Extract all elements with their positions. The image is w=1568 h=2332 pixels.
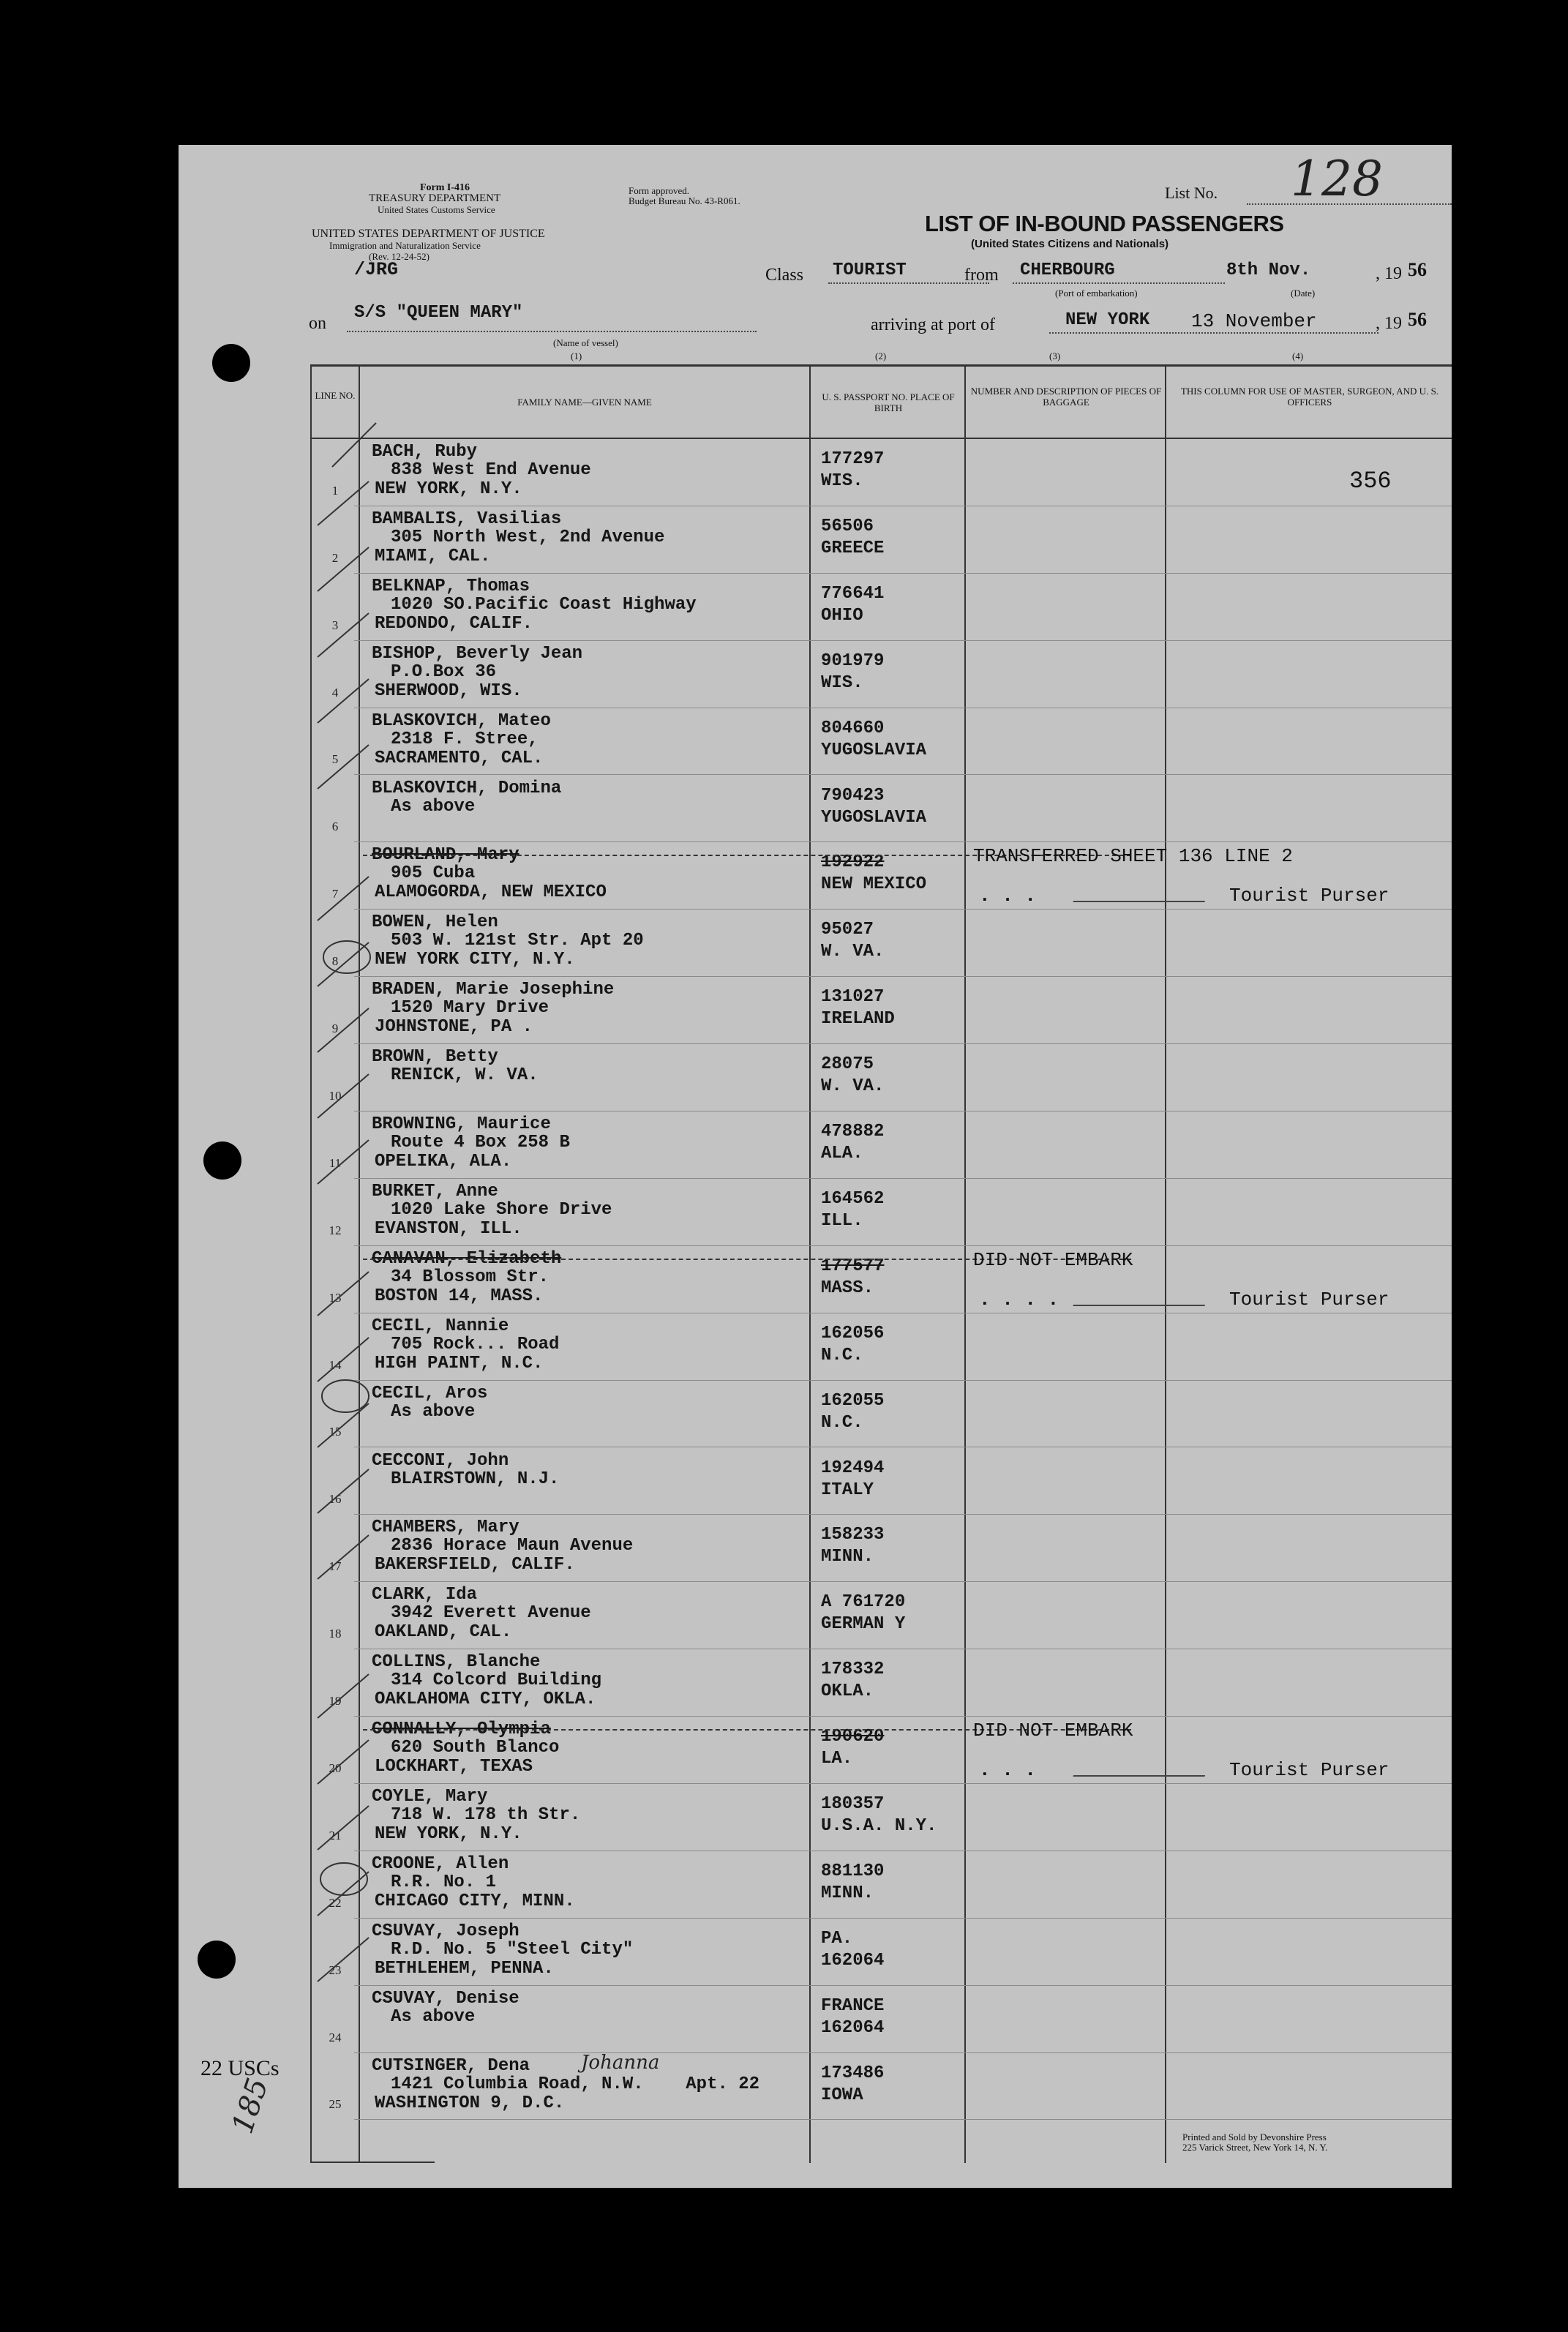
passenger-address: As above xyxy=(391,1401,476,1422)
passenger-city: LOCKHART, TEXAS xyxy=(375,1757,533,1777)
line-number: 9 xyxy=(331,1021,339,1036)
passenger-address: As above xyxy=(391,796,476,817)
line-number: 5 xyxy=(331,752,339,767)
list-no-label: List No. xyxy=(1165,184,1218,202)
passenger-city: SACRAMENTO, CAL. xyxy=(375,748,544,768)
purser-signature xyxy=(1073,1746,1215,1777)
clerk-initials: /JRG xyxy=(354,259,399,280)
passenger-address: RENICK, W. VA. xyxy=(391,1065,539,1086)
place-of-birth: NEW MEXICO xyxy=(821,874,927,895)
passenger-address: R.D. No. 5 "Steel City" xyxy=(391,1939,634,1960)
treasury-dept: TREASURY DEPARTMENT xyxy=(369,192,501,204)
passenger-address: 718 W. 178 th Str. xyxy=(391,1805,581,1825)
on-label: on xyxy=(309,314,326,333)
passport-number: 190620 xyxy=(821,1727,885,1747)
vessel-caption: (Name of vessel) xyxy=(553,337,618,348)
place-of-birth: U.S.A. N.Y. xyxy=(821,1816,937,1836)
passenger-name: BELKNAP, Thomas xyxy=(372,576,530,596)
passenger-name: CROONE, Allen xyxy=(372,1853,509,1874)
place-of-birth: W. VA. xyxy=(821,1076,885,1097)
passenger-name: BISHOP, Beverly Jean xyxy=(372,643,583,664)
passport-number: 177577 xyxy=(821,1256,885,1276)
passenger-address: BLAIRSTOWN, N.J. xyxy=(391,1469,560,1489)
passenger-name: CONNALLY, Olympia xyxy=(372,1720,551,1740)
passport-number: 192922 xyxy=(821,852,885,873)
passenger-name: CHAMBERS, Mary xyxy=(372,1518,519,1538)
arrival-line xyxy=(1049,332,1378,334)
passport-number: 173486 xyxy=(821,2063,885,2083)
passenger-address: 2318 F. Stree, xyxy=(391,729,539,749)
from-value: CHERBOURG xyxy=(1020,260,1115,280)
col-num-2: (2) xyxy=(875,350,887,361)
revision-date: (Rev. 12-24-52) xyxy=(369,251,429,262)
passenger-name: BURKET, Anne xyxy=(372,1181,498,1201)
vessel-name: S/S "QUEEN MARY" xyxy=(354,303,523,323)
binder-hole-top xyxy=(212,344,250,382)
purser-signature xyxy=(1073,871,1215,902)
passenger-address: P.O.Box 36 xyxy=(391,661,497,682)
baggage-note: DID NOT EMBARK xyxy=(973,1720,1133,1742)
justice-dept: UNITED STATES DEPARTMENT OF JUSTICE xyxy=(312,228,545,240)
header-officers: THIS COLUMN FOR USE OF MASTER, SURGEON, AND U. S. OFFICERS xyxy=(1180,386,1439,408)
line-number: 21 xyxy=(329,1828,342,1842)
passenger-city: HIGH PAINT, N.C. xyxy=(375,1353,544,1373)
line-number: 16 xyxy=(329,1492,342,1507)
vessel-line xyxy=(347,331,757,332)
passport-number: 162056 xyxy=(821,1323,885,1343)
passenger-city: BOSTON 14, MASS. xyxy=(375,1286,544,1306)
passenger-name: CECIL, Nannie xyxy=(372,1316,509,1336)
passenger-city: NEW YORK, N.Y. xyxy=(375,479,522,499)
passenger-address: 3942 Everett Avenue xyxy=(391,1603,591,1624)
printer-line-2: 225 Varick Street, New York 14, N. Y. xyxy=(1182,2142,1328,2153)
manifest-sheet xyxy=(179,145,1452,2188)
place-of-birth: IOWA xyxy=(821,2085,863,2105)
line-number: 11 xyxy=(329,1155,342,1170)
passport-number: 95027 xyxy=(821,920,874,940)
passenger-name: BOURLAND, Mary xyxy=(372,845,519,866)
passenger-address: 705 Rock... Road xyxy=(391,1334,560,1354)
form-approved: Form approved. xyxy=(629,185,690,196)
line-number: 10 xyxy=(329,1088,342,1103)
passport-number: 164562 xyxy=(821,1188,885,1209)
passport-number: 881130 xyxy=(821,1861,885,1881)
passenger-city: BETHLEHEM, PENNA. xyxy=(375,1958,554,1979)
place-of-birth: YUGOSLAVIA xyxy=(821,740,927,760)
passenger-address: 314 Colcord Building xyxy=(391,1671,602,1691)
place-of-birth: N.C. xyxy=(821,1412,863,1433)
passenger-city: CHICAGO CITY, MINN. xyxy=(375,1891,575,1911)
passport-number: 158233 xyxy=(821,1525,885,1545)
place-of-birth: GERMAN Y xyxy=(821,1614,906,1635)
printer-line-1: Printed and Sold by Devonshire Press xyxy=(1182,2132,1327,2142)
passport-number: 162055 xyxy=(821,1390,885,1411)
place-of-birth: OKLA. xyxy=(821,1681,874,1702)
year-1: 56 xyxy=(1408,259,1427,280)
passenger-city: SHERWOOD, WIS. xyxy=(375,681,522,701)
line-number: 17 xyxy=(329,1559,342,1574)
line-number: 20 xyxy=(329,1761,342,1775)
place-of-birth: MASS. xyxy=(821,1278,874,1298)
passenger-city: OPELIKA, ALA. xyxy=(375,1152,512,1171)
date-caption: (Date) xyxy=(1291,288,1316,299)
passenger-address: R.R. No. 1 xyxy=(391,1872,497,1892)
passenger-address: As above xyxy=(391,2006,476,2027)
passport-number: 131027 xyxy=(821,987,885,1008)
place-of-birth: ITALY xyxy=(821,1480,874,1500)
passenger-name: CECCONI, John xyxy=(372,1450,509,1471)
passenger-city: OAKLAND, CAL. xyxy=(375,1622,512,1643)
passenger-name: BROWN, Betty xyxy=(372,1047,498,1068)
passport-number: 901979 xyxy=(821,651,885,671)
passenger-name: CSUVAY, Denise xyxy=(372,1988,519,2009)
passenger-city: EVANSTON, ILL. xyxy=(375,1218,522,1239)
passenger-city: ALAMOGORDA, NEW MEXICO xyxy=(375,882,607,903)
purser-title: Tourist Purser xyxy=(1229,885,1389,907)
passenger-city: NEW YORK CITY, N.Y. xyxy=(375,950,575,970)
col-num-3: (3) xyxy=(1049,350,1061,361)
line-number: 3 xyxy=(331,618,339,632)
place-of-birth: MINN. xyxy=(821,1883,874,1903)
baggage-note: DID NOT EMBARK xyxy=(973,1248,1133,1271)
place-of-birth: W. VA. xyxy=(821,942,885,962)
passport-number: 804660 xyxy=(821,718,885,738)
year-2: 56 xyxy=(1408,309,1427,330)
line-number: 12 xyxy=(329,1223,342,1237)
passenger-name: CANAVAN, Elizabeth xyxy=(372,1248,562,1269)
row-divider xyxy=(354,2119,1452,2120)
year-prefix-2: , 19 xyxy=(1376,314,1402,333)
date-value: 8th Nov. xyxy=(1226,260,1311,280)
passenger-address: 34 Blossom Str. xyxy=(391,1267,549,1287)
line-number: 24 xyxy=(329,2030,342,2044)
header-line-no: LINE NO. xyxy=(315,390,356,401)
passport-number: FRANCE xyxy=(821,1995,885,2016)
form-subtitle: (United States Citizens and Nationals) xyxy=(971,238,1169,250)
place-of-birth: ALA. xyxy=(821,1144,863,1163)
margin-handwriting: 185 xyxy=(225,2074,275,2138)
line-number: 18 xyxy=(329,1627,342,1641)
passport-number: 192494 xyxy=(821,1458,885,1478)
passport-number: PA. xyxy=(821,1928,853,1949)
passenger-address: 1020 Lake Shore Drive xyxy=(391,1199,612,1220)
passenger-name: BLASKOVICH, Mateo xyxy=(372,711,551,731)
port-embark-caption: (Port of embarkation) xyxy=(1055,288,1138,299)
passport-number: 776641 xyxy=(821,583,885,604)
passenger-name: CLARK, Ida xyxy=(372,1585,478,1605)
passport-number: 56506 xyxy=(821,516,874,536)
passenger-name: CUTSINGER, Dena xyxy=(372,2055,530,2076)
passport-number: 177297 xyxy=(821,449,885,469)
customs-service: United States Customs Service xyxy=(378,204,495,215)
passport-number: 478882 xyxy=(821,1122,885,1141)
from-line xyxy=(1013,282,1225,284)
line-number: 23 xyxy=(329,1962,342,1977)
place-of-birth: WIS. xyxy=(821,471,863,491)
passenger-address: 1020 SO.Pacific Coast Highway xyxy=(391,594,697,615)
passenger-address: Route 4 Box 258 B xyxy=(391,1133,570,1152)
passenger-address: 305 North West, 2nd Avenue xyxy=(391,527,665,547)
place-of-birth: IRELAND xyxy=(821,1009,895,1030)
col-num-4: (4) xyxy=(1292,350,1304,361)
class-label: Class xyxy=(765,266,804,285)
place-of-birth: LA. xyxy=(821,1749,853,1769)
place-of-birth: 162064 xyxy=(821,1950,885,1971)
passenger-city: OAKLAHOMA CITY, OKLA. xyxy=(375,1690,596,1710)
place-of-birth: OHIO xyxy=(821,605,863,626)
passport-number: 790423 xyxy=(821,785,885,806)
ins-line: Immigration and Naturalization Service xyxy=(329,240,481,251)
check-marks xyxy=(288,379,479,2208)
passenger-address: 503 W. 121st Str. Apt 20 xyxy=(391,931,644,951)
from-label: from xyxy=(964,266,999,285)
place-of-birth: MINN. xyxy=(821,1547,874,1567)
passenger-address: 1520 Mary Drive xyxy=(391,998,549,1019)
line-number: 14 xyxy=(329,1357,342,1372)
class-value: TOURIST xyxy=(833,260,907,280)
binder-hole-bottom xyxy=(198,1941,236,1979)
officer-count: 356 xyxy=(1349,468,1392,495)
baggage-note: TRANSFERRED SHEET 136 LINE 2 xyxy=(973,845,1293,868)
header-baggage: NUMBER AND DESCRIPTION OF PIECES OF BAGGAGE xyxy=(970,386,1162,408)
passenger-name: BRADEN, Marie Josephine xyxy=(372,980,615,1000)
col-num-1: (1) xyxy=(571,350,582,361)
line-number: 4 xyxy=(331,685,339,700)
binder-hole-middle xyxy=(203,1141,241,1180)
passenger-name: COYLE, Mary xyxy=(372,1787,488,1807)
line-number: 2 xyxy=(331,550,339,565)
passenger-city: JOHNSTONE, PA . xyxy=(375,1017,533,1038)
arrival-port: NEW YORK xyxy=(1065,310,1150,330)
place-of-birth: 162064 xyxy=(821,2017,885,2038)
passenger-name: BOWEN, Helen xyxy=(372,912,498,933)
passenger-name-correction: Johanna xyxy=(581,2051,660,2074)
passenger-city: REDONDO, CALIF. xyxy=(375,613,533,634)
list-number: 128 xyxy=(1291,151,1383,207)
header-name: FAMILY NAME—GIVEN NAME xyxy=(517,397,652,408)
header-passport: U. S. PASSPORT NO. PLACE OF BIRTH xyxy=(822,391,955,413)
budget-bureau: Budget Bureau No. 43-R061. xyxy=(629,195,740,206)
passenger-address: 905 Cuba xyxy=(391,863,476,884)
margin-note: 22 USCs xyxy=(200,2056,280,2080)
passenger-name: CECIL, Aros xyxy=(372,1383,488,1403)
passenger-name: COLLINS, Blanche xyxy=(372,1652,541,1673)
purser-dots: . . . xyxy=(979,885,1037,907)
passport-number: 28075 xyxy=(821,1054,874,1075)
passenger-city: NEW YORK, N.Y. xyxy=(375,1824,522,1844)
year-prefix-1: , 19 xyxy=(1376,264,1402,283)
arrival-date: 13 November xyxy=(1191,310,1317,332)
passenger-name: BLASKOVICH, Domina xyxy=(372,778,562,798)
place-of-birth: YUGOSLAVIA xyxy=(821,807,927,828)
passenger-name: BAMBALIS, Vasilias xyxy=(372,509,562,529)
passport-number: A 761720 xyxy=(821,1592,906,1613)
purser-signature xyxy=(1073,1275,1215,1306)
place-of-birth: GREECE xyxy=(821,538,885,558)
purser-title: Tourist Purser xyxy=(1229,1759,1389,1782)
passenger-city: BAKERSFIELD, CALIF. xyxy=(375,1555,575,1575)
purser-dots: . . . xyxy=(979,1759,1037,1782)
passenger-address: 838 West End Avenue xyxy=(391,460,591,480)
place-of-birth: ILL. xyxy=(821,1210,863,1231)
line-number: 8 xyxy=(331,954,339,969)
passenger-address: 1421 Columbia Road, N.W. Apt. 22 xyxy=(391,2074,760,2094)
place-of-birth: WIS. xyxy=(821,672,863,693)
passenger-address: 620 South Blanco xyxy=(391,1738,560,1758)
line-number: 13 xyxy=(329,1290,342,1305)
line-number: 6 xyxy=(331,820,339,834)
line-number: 7 xyxy=(331,887,339,901)
form-title: LIST OF IN-BOUND PASSENGERS xyxy=(925,211,1284,236)
line-number: 15 xyxy=(329,1425,342,1439)
passenger-city: WASHINGTON 9, D.C. xyxy=(375,2093,565,2113)
passenger-address: 2836 Horace Maun Avenue xyxy=(391,1536,634,1556)
passenger-city: MIAMI, CAL. xyxy=(375,546,491,566)
line-number: 22 xyxy=(329,1895,342,1910)
passport-number: 180357 xyxy=(821,1794,885,1814)
purser-title: Tourist Purser xyxy=(1229,1288,1389,1311)
passport-number: 178332 xyxy=(821,1660,885,1680)
form-number: Form I-416 xyxy=(420,182,470,193)
place-of-birth: N.C. xyxy=(821,1345,863,1365)
line-number: 19 xyxy=(329,1694,342,1709)
passenger-name: BACH, Ruby xyxy=(372,442,478,462)
purser-dots: . . . . xyxy=(979,1288,1059,1311)
line-number: 1 xyxy=(331,483,339,498)
passenger-name: BROWNING, Maurice xyxy=(372,1114,551,1134)
arriving-label: arriving at port of xyxy=(871,315,995,334)
line-number: 25 xyxy=(329,2097,342,2112)
passenger-name: CSUVAY, Joseph xyxy=(372,1921,519,1941)
